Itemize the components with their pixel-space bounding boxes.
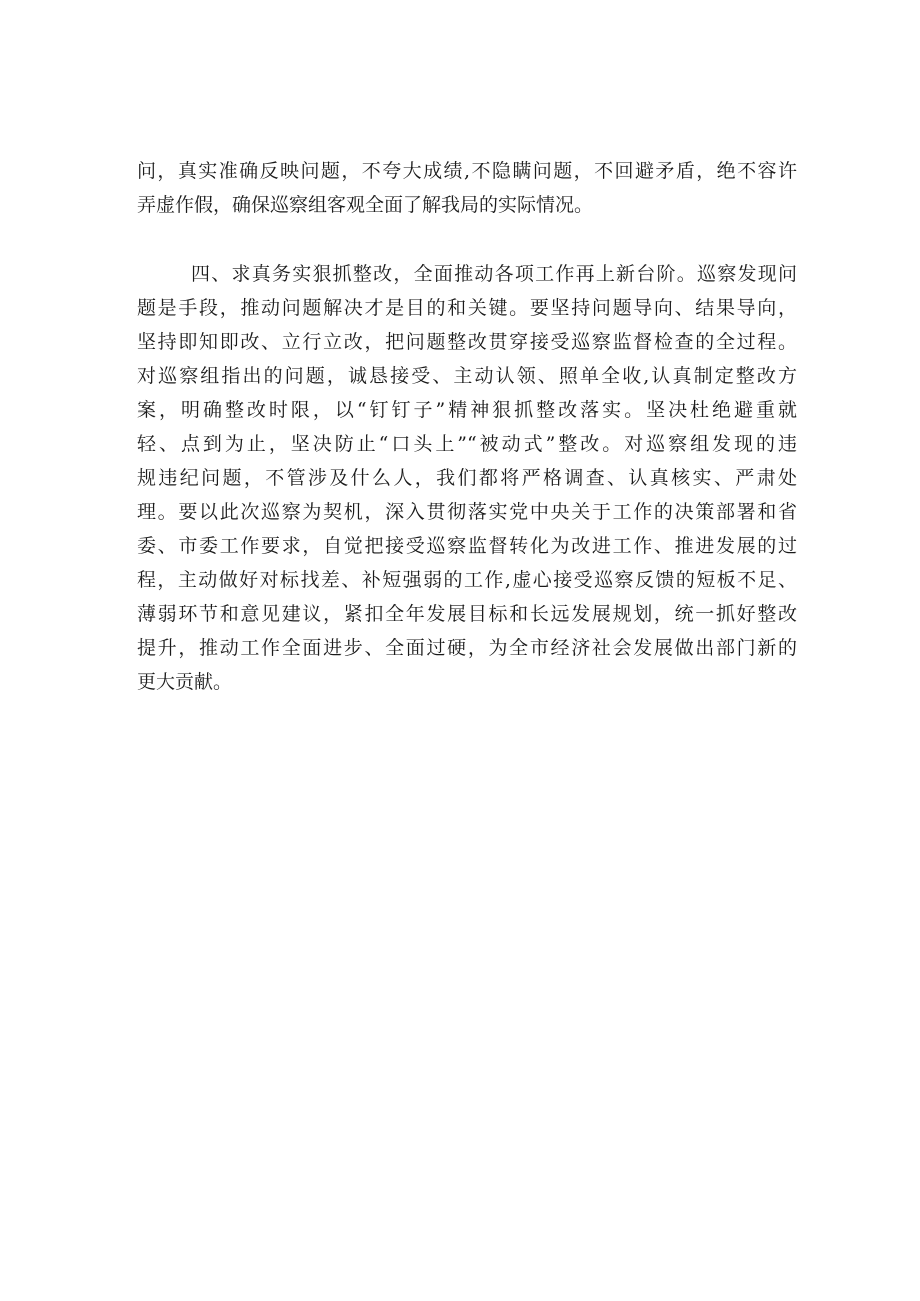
text-line-last: 更大贡献。 xyxy=(137,671,233,693)
text-line: 弄虚作假，确保巡察组客观全面了解我局的实际情况。 xyxy=(137,194,594,216)
paragraph-continued xyxy=(137,154,797,222)
text-line: 提升，推动工作全面进步、全面过硬，为全市经济社会发展做出部门新的 xyxy=(137,637,797,659)
text-line-first: 四、求真务实狠抓整改，全面推动各项工作再上新台阶。巡察发现问 xyxy=(191,263,797,285)
text-line: 程，主动做好对标找差、补短强弱的工作,虚心接受巡察反馈的短板不足、 xyxy=(137,569,797,591)
paragraph-section-four xyxy=(137,257,797,699)
text-line: 问，真实准确反映问题，不夸大成绩,不隐瞒问题，不回避矛盾，绝不容许 xyxy=(137,160,797,182)
text-line: 理。要以此次巡察为契机，深入贯彻落实党中央关于工作的决策部署和省 xyxy=(137,501,797,523)
text-line: 薄弱环节和意见建议，紧扣全年发展目标和长远发展规划，统一抓好整改 xyxy=(137,603,797,625)
text-line: 对巡察组指出的问题，诚恳接受、主动认领、照单全收,认真制定整改方 xyxy=(137,365,797,387)
text-line: 轻、点到为止，坚决防止“口头上”“被动式”整改。对巡察组发现的违 xyxy=(137,433,797,455)
document-body xyxy=(137,154,797,699)
text-line: 规违纪问题，不管涉及什么人，我们都将严格调查、认真核实、严肃处 xyxy=(137,467,797,489)
text-line: 委、市委工作要求，自觉把接受巡察监督转化为改进工作、推进发展的过 xyxy=(137,535,797,557)
text-line: 案，明确整改时限，以“钉钉子”精神狠抓整改落实。坚决杜绝避重就 xyxy=(137,399,797,421)
paragraph-spacer xyxy=(137,222,797,257)
text-line: 坚持即知即改、立行立改，把问题整改贯穿接受巡察监督检查的全过程。 xyxy=(137,331,797,353)
text-line: 题是手段，推动问题解决才是目的和关键。要坚持问题导向、结果导向， xyxy=(137,297,797,319)
